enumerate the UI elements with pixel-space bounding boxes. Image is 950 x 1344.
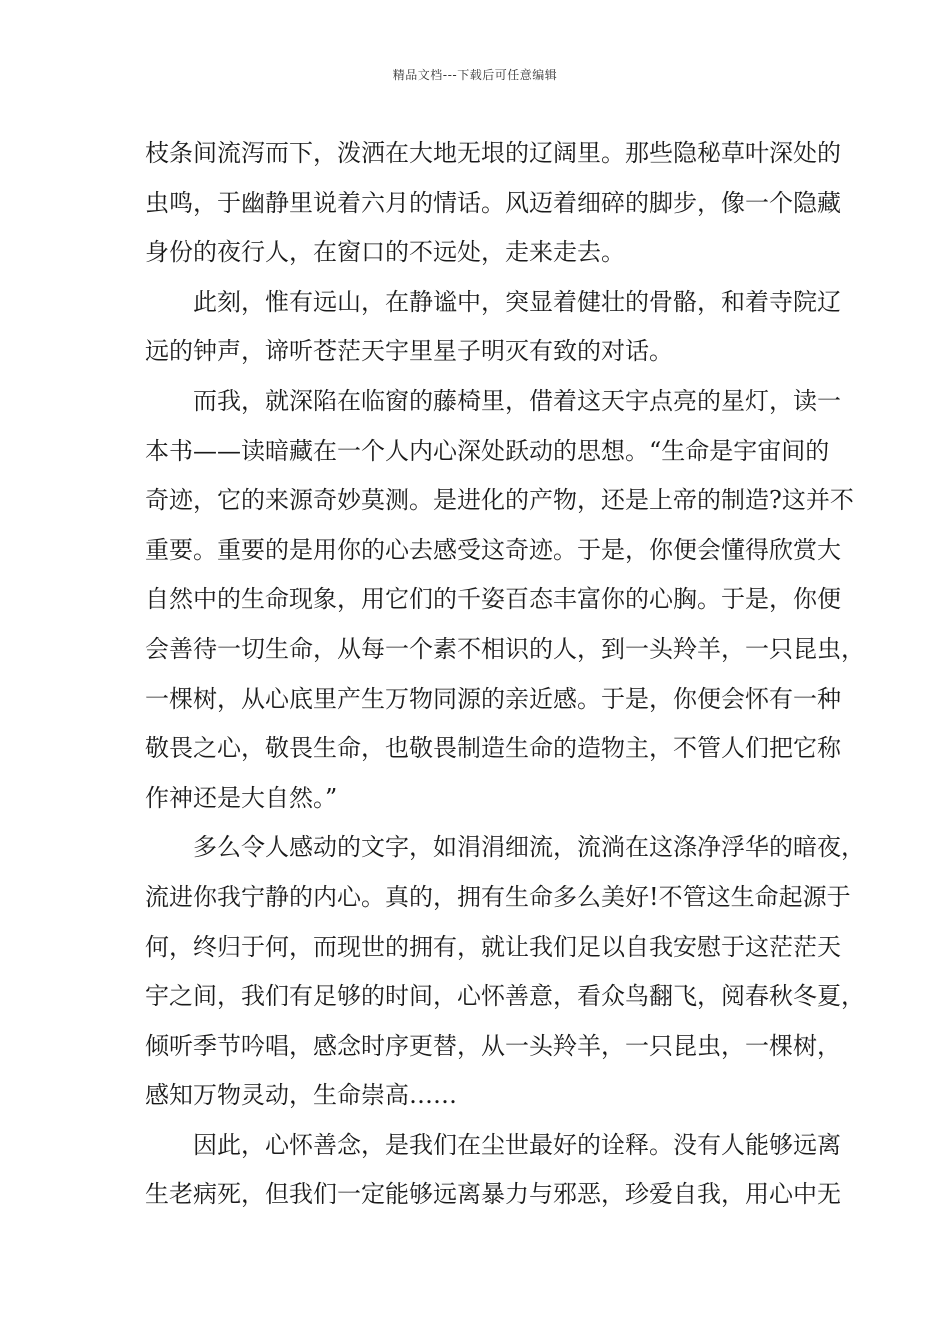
text-line: 重要。重要的是用你的心去感受这奇迹。于是，你便会懂得欣赏大 <box>145 535 841 564</box>
paragraph-first-line: 多么令人感动的文字，如涓涓细流，流淌在这涤净浮华的暗夜， <box>193 833 865 862</box>
body-text <box>145 129 865 1220</box>
text-line: 倾听季节吟唱，感念时序更替，从一头羚羊，一只昆虫，一棵树， <box>145 1031 841 1060</box>
text-line: 作神还是大自然。” <box>145 783 338 812</box>
text-line: 远的钟声，谛听苍茫天宇里星子明灭有致的对话。 <box>145 337 673 366</box>
text-line: 敬畏之心，敬畏生命，也敬畏制造生命的造物主，不管人们把它称 <box>145 734 841 763</box>
paragraph-first-line: 而我，就深陷在临窗的藤椅里，借着这天宇点亮的星灯，读一 <box>193 386 841 415</box>
text-line: 宇之间，我们有足够的时间，心怀善意，看众鸟翻飞，阅春秋冬夏， <box>145 982 865 1011</box>
text-line: 虫鸣，于幽静里说着六月的情话。风迈着细碎的脚步，像一个隐藏 <box>145 188 841 217</box>
text-line: 生老病死，但我们一定能够远离暴力与邪恶，珍爱自我，用心中无 <box>145 1180 841 1209</box>
text-line: 身份的夜行人，在窗口的不远处，走来走去。 <box>145 238 625 267</box>
paragraph-first-line: 此刻，惟有远山，在静谧中，突显着健壮的骨骼，和着寺院辽 <box>193 287 841 316</box>
text-line: 流进你我宁静的内心。真的，拥有生命多么美好!不管这生命起源于 <box>145 882 851 911</box>
text-line: 本书——读暗藏在一个人内心深处跃动的思想。“生命是宇宙间的 <box>145 436 830 465</box>
paragraph-first-line: 因此，心怀善念，是我们在尘世最好的诠释。没有人能够远离 <box>193 1130 841 1159</box>
text-line: 会善待一切生命，从每一个素不相识的人，到一头羚羊，一只昆虫， <box>145 634 865 663</box>
text-line: 奇迹，它的来源奇妙莫测。是进化的产物，还是上帝的制造?这并不 <box>145 486 854 515</box>
text-line: 枝条间流泻而下，泼洒在大地无垠的辽阔里。那些隐秘草叶深处的 <box>145 139 841 167</box>
text-line: 自然中的生命现象，用它们的千姿百态丰富你的心胸。于是，你便 <box>145 585 841 614</box>
text-line: 何，终归于何，而现世的拥有，就让我们足以自我安慰于这茫茫天 <box>145 932 841 961</box>
text-line: 感知万物灵动，生命崇高…… <box>145 1081 457 1110</box>
page-header: 精品文档---下载后可任意编辑 <box>392 68 558 82</box>
text-line: 一棵树，从心底里产生万物同源的亲近感。于是，你便会怀有一种 <box>145 684 841 713</box>
